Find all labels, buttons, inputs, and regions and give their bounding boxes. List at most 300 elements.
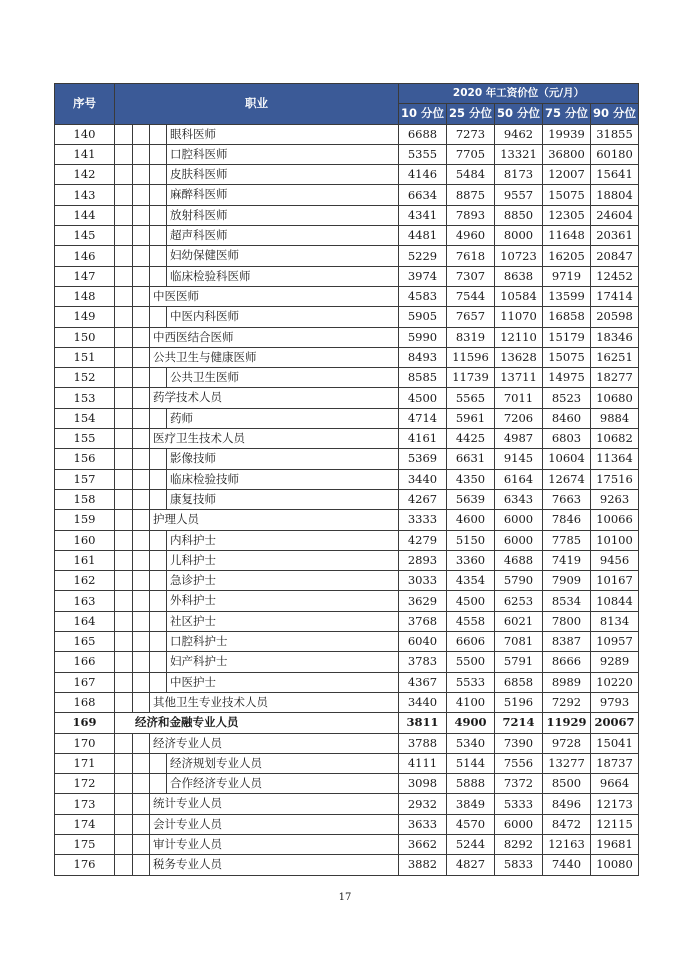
- occupation-cell: [115, 124, 399, 144]
- table-row: [55, 286, 639, 306]
- wage-p50: 4987: [495, 429, 543, 449]
- wage-p75: 11648: [543, 226, 591, 246]
- indent-rule: [132, 510, 133, 529]
- wage-p25: 4600: [447, 510, 495, 530]
- wage-p50: 5791: [495, 652, 543, 672]
- row-number: 168: [55, 692, 115, 712]
- wage-p10: 4583: [399, 286, 447, 306]
- wage-p90: 10957: [591, 632, 639, 652]
- wage-p90: 9664: [591, 774, 639, 794]
- row-number: 173: [55, 794, 115, 814]
- wage-p25: 5150: [447, 530, 495, 550]
- indent-rule: [132, 632, 133, 651]
- row-number: 166: [55, 652, 115, 672]
- wage-p25: 4354: [447, 571, 495, 591]
- occupation-cell: [115, 713, 399, 733]
- wage-p90: 15041: [591, 733, 639, 753]
- wage-p75: 7663: [543, 489, 591, 509]
- indent-rule: [132, 591, 133, 610]
- indent-rule: [149, 206, 150, 225]
- table-row: [55, 307, 639, 327]
- occupation-cell: [115, 611, 399, 631]
- wage-p50: 5333: [495, 794, 543, 814]
- indent-rule: [132, 673, 133, 692]
- indent-rule: [132, 328, 133, 347]
- wage-p10: 4146: [399, 165, 447, 185]
- wage-p90: 18804: [591, 185, 639, 205]
- table-row: [55, 449, 639, 469]
- indent-rule: [149, 754, 150, 773]
- indent-rule: [166, 165, 167, 184]
- wage-p50: 6343: [495, 489, 543, 509]
- occupation-cell: [115, 185, 399, 205]
- wage-p90: 12173: [591, 794, 639, 814]
- wage-p25: 7544: [447, 286, 495, 306]
- wage-p10: 3629: [399, 591, 447, 611]
- indent-rule: [149, 551, 150, 570]
- wage-p90: 15641: [591, 165, 639, 185]
- wage-p75: 12163: [543, 834, 591, 854]
- wage-p25: 11596: [447, 347, 495, 367]
- row-number: 155: [55, 429, 115, 449]
- occupation-cell: [115, 408, 399, 428]
- table-body: [55, 124, 639, 875]
- occupation-cell: [115, 144, 399, 164]
- table-row: [55, 834, 639, 854]
- indent-rule: [166, 612, 167, 631]
- occupation-name: 临床检验科医师: [170, 268, 251, 283]
- indent-rule: [132, 307, 133, 326]
- wage-p50: 12110: [495, 327, 543, 347]
- indent-rule: [132, 571, 133, 590]
- wage-p25: 4960: [447, 226, 495, 246]
- row-number: 140: [55, 124, 115, 144]
- wage-p50: 6021: [495, 611, 543, 631]
- wage-p25: 7705: [447, 144, 495, 164]
- row-number: 151: [55, 347, 115, 367]
- header-p10: 10 分位: [399, 104, 447, 124]
- indent-rule: [149, 591, 150, 610]
- indent-rule: [166, 490, 167, 509]
- indent-rule: [166, 470, 167, 489]
- table-row: [55, 510, 639, 530]
- table-row: [55, 855, 639, 875]
- occupation-name: 医疗卫生技术人员: [153, 431, 245, 446]
- wage-p90: 11364: [591, 449, 639, 469]
- indent-rule: [166, 673, 167, 692]
- wage-p75: 12305: [543, 205, 591, 225]
- indent-rule: [149, 510, 150, 529]
- wage-p75: 8460: [543, 408, 591, 428]
- wage-p75: 15179: [543, 327, 591, 347]
- wage-p10: 8585: [399, 368, 447, 388]
- wage-p50: 13711: [495, 368, 543, 388]
- row-number: 154: [55, 408, 115, 428]
- occupation-name: 中西医结合医师: [153, 329, 234, 344]
- indent-rule: [149, 267, 150, 286]
- wage-p90: 12452: [591, 266, 639, 286]
- row-number: 143: [55, 185, 115, 205]
- indent-rule: [149, 571, 150, 590]
- wage-p75: 8500: [543, 774, 591, 794]
- wage-p75: 10604: [543, 449, 591, 469]
- indent-rule: [149, 368, 150, 387]
- occupation-name: 临床检验技师: [170, 471, 239, 486]
- wage-p75: 8666: [543, 652, 591, 672]
- indent-rule: [132, 246, 133, 265]
- indent-rule: [149, 449, 150, 468]
- wage-p10: 3440: [399, 469, 447, 489]
- wage-p50: 8173: [495, 165, 543, 185]
- wage-p25: 11739: [447, 368, 495, 388]
- indent-rule: [132, 348, 133, 367]
- indent-rule: [166, 246, 167, 265]
- indent-rule: [149, 328, 150, 347]
- table-row: [55, 530, 639, 550]
- row-number: 142: [55, 165, 115, 185]
- occupation-cell: [115, 794, 399, 814]
- wage-p50: 7390: [495, 733, 543, 753]
- wage-p10: 4279: [399, 530, 447, 550]
- indent-rule: [149, 429, 150, 448]
- occupation-name: 中医医师: [153, 288, 199, 303]
- occupation-cell: [115, 449, 399, 469]
- wage-p75: 7785: [543, 530, 591, 550]
- wage-p75: 7292: [543, 692, 591, 712]
- indent-rule: [132, 267, 133, 286]
- wage-p90: 20847: [591, 246, 639, 266]
- indent-rule: [166, 591, 167, 610]
- wage-p25: 5484: [447, 165, 495, 185]
- wage-p10: 4500: [399, 388, 447, 408]
- wage-p10: 5905: [399, 307, 447, 327]
- wage-p90: 10066: [591, 510, 639, 530]
- wage-p50: 13321: [495, 144, 543, 164]
- occupation-cell: [115, 753, 399, 773]
- indent-rule: [132, 855, 133, 874]
- wage-p10: 5355: [399, 144, 447, 164]
- wage-p75: 7800: [543, 611, 591, 631]
- wage-p10: 3098: [399, 774, 447, 794]
- indent-rule: [149, 835, 150, 854]
- wage-p75: 12674: [543, 469, 591, 489]
- wage-p90: 9289: [591, 652, 639, 672]
- wage-p25: 4350: [447, 469, 495, 489]
- indent-rule: [149, 409, 150, 428]
- occupation-name: 超声科医师: [170, 228, 228, 243]
- row-number: 150: [55, 327, 115, 347]
- wage-p75: 6803: [543, 429, 591, 449]
- header-p50: 50 分位: [495, 104, 543, 124]
- indent-rule: [149, 307, 150, 326]
- occupation-name: 外科护士: [170, 593, 216, 608]
- occupation-cell: [115, 489, 399, 509]
- wage-p75: 19939: [543, 124, 591, 144]
- wage-p25: 5500: [447, 652, 495, 672]
- wage-p90: 18737: [591, 753, 639, 773]
- wage-p50: 10723: [495, 246, 543, 266]
- table-row: [55, 347, 639, 367]
- occupation-cell: [115, 733, 399, 753]
- wage-p90: 10844: [591, 591, 639, 611]
- table-row: [55, 266, 639, 286]
- table-row: [55, 652, 639, 672]
- occupation-name: 药学技术人员: [153, 390, 222, 405]
- indent-rule: [132, 388, 133, 407]
- wage-p10: 4481: [399, 226, 447, 246]
- occupation-cell: [115, 834, 399, 854]
- row-number: 146: [55, 246, 115, 266]
- wage-p75: 13277: [543, 753, 591, 773]
- wage-p90: 10682: [591, 429, 639, 449]
- occupation-name: 药师: [170, 410, 193, 425]
- indent-rule: [166, 409, 167, 428]
- indent-rule: [166, 632, 167, 651]
- wage-p10: 2932: [399, 794, 447, 814]
- wage-p10: 3440: [399, 692, 447, 712]
- row-number: 164: [55, 611, 115, 631]
- occupation-name: 统计专业人员: [153, 796, 222, 811]
- wage-p10: 2893: [399, 550, 447, 570]
- wage-p50: 8292: [495, 834, 543, 854]
- occupation-cell: [115, 165, 399, 185]
- occupation-cell: [115, 347, 399, 367]
- occupation-name: 会计专业人员: [153, 816, 222, 831]
- wage-p50: 11070: [495, 307, 543, 327]
- table-row: [55, 226, 639, 246]
- wage-p75: 7440: [543, 855, 591, 875]
- indent-rule: [132, 490, 133, 509]
- wage-p90: 9793: [591, 692, 639, 712]
- wage-p75: 8496: [543, 794, 591, 814]
- wage-p90: 10220: [591, 672, 639, 692]
- occupation-cell: [115, 286, 399, 306]
- wage-p90: 17516: [591, 469, 639, 489]
- indent-rule: [132, 185, 133, 204]
- table-row: [55, 611, 639, 631]
- wage-p90: 16251: [591, 347, 639, 367]
- indent-rule: [132, 531, 133, 550]
- wage-p50: 7372: [495, 774, 543, 794]
- indent-rule: [149, 794, 150, 813]
- wage-p75: 7909: [543, 571, 591, 591]
- wage-p10: 4341: [399, 205, 447, 225]
- wage-p50: 7556: [495, 753, 543, 773]
- indent-rule: [166, 652, 167, 671]
- wage-p50: 6000: [495, 510, 543, 530]
- row-number: 169: [55, 713, 115, 733]
- row-number: 160: [55, 530, 115, 550]
- wage-p75: 9728: [543, 733, 591, 753]
- table-row: [55, 185, 639, 205]
- wage-p90: 9263: [591, 489, 639, 509]
- wage-p90: 20598: [591, 307, 639, 327]
- occupation-cell: [115, 632, 399, 652]
- occupation-cell: [115, 429, 399, 449]
- wage-p10: 3768: [399, 611, 447, 631]
- occupation-name: 经济和金融专业人员: [135, 715, 239, 730]
- occupation-name: 公共卫生与健康医师: [153, 349, 257, 364]
- wage-p90: 8134: [591, 611, 639, 631]
- table-row: [55, 550, 639, 570]
- row-number: 175: [55, 834, 115, 854]
- wage-p50: 6858: [495, 672, 543, 692]
- wage-p75: 9719: [543, 266, 591, 286]
- table-row: [55, 571, 639, 591]
- indent-rule: [149, 612, 150, 631]
- wage-p75: 7846: [543, 510, 591, 530]
- wage-p25: 6631: [447, 449, 495, 469]
- indent-rule: [149, 388, 150, 407]
- header-p75: 75 分位: [543, 104, 591, 124]
- row-number: 141: [55, 144, 115, 164]
- page-number: 17: [338, 892, 352, 903]
- indent-rule: [149, 246, 150, 265]
- indent-rule: [149, 470, 150, 489]
- occupation-cell: [115, 672, 399, 692]
- row-number: 172: [55, 774, 115, 794]
- wage-p75: 8387: [543, 632, 591, 652]
- wage-p10: 3333: [399, 510, 447, 530]
- wage-p10: 3662: [399, 834, 447, 854]
- wage-p25: 6606: [447, 632, 495, 652]
- occupation-cell: [115, 550, 399, 570]
- row-number: 156: [55, 449, 115, 469]
- wage-p10: 3788: [399, 733, 447, 753]
- table-row: [55, 692, 639, 712]
- wage-p25: 5244: [447, 834, 495, 854]
- occupation-name: 经济专业人员: [153, 735, 222, 750]
- wage-p50: 6000: [495, 530, 543, 550]
- wage-p90: 18346: [591, 327, 639, 347]
- wage-p10: 5229: [399, 246, 447, 266]
- occupation-cell: [115, 205, 399, 225]
- occupation-cell: [115, 774, 399, 794]
- occupation-name: 合作经济专业人员: [170, 776, 262, 791]
- indent-rule: [132, 652, 133, 671]
- wage-p90: 20067: [591, 713, 639, 733]
- occupation-cell: [115, 652, 399, 672]
- indent-rule: [166, 531, 167, 550]
- wage-p75: 16858: [543, 307, 591, 327]
- wage-p10: 5369: [399, 449, 447, 469]
- row-number: 148: [55, 286, 115, 306]
- table-row: [55, 408, 639, 428]
- wage-p50: 9557: [495, 185, 543, 205]
- wage-p50: 8850: [495, 205, 543, 225]
- occupation-cell: [115, 307, 399, 327]
- wage-p25: 5888: [447, 774, 495, 794]
- indent-rule: [166, 226, 167, 245]
- wage-p10: 8493: [399, 347, 447, 367]
- indent-rule: [166, 185, 167, 204]
- occupation-cell: [115, 855, 399, 875]
- wage-p25: 3360: [447, 550, 495, 570]
- table-row: [55, 591, 639, 611]
- indent-rule: [132, 145, 133, 164]
- wage-p25: 7657: [447, 307, 495, 327]
- wage-p50: 10584: [495, 286, 543, 306]
- wage-p50: 7206: [495, 408, 543, 428]
- indent-rule: [166, 368, 167, 387]
- indent-rule: [149, 226, 150, 245]
- indent-rule: [149, 125, 150, 144]
- row-number: 158: [55, 489, 115, 509]
- wage-p50: 9145: [495, 449, 543, 469]
- row-number: 176: [55, 855, 115, 875]
- wage-p10: 4267: [399, 489, 447, 509]
- wage-p10: 5990: [399, 327, 447, 347]
- table-row: [55, 814, 639, 834]
- wage-p75: 8472: [543, 814, 591, 834]
- indent-rule: [149, 531, 150, 550]
- wage-p25: 7893: [447, 205, 495, 225]
- wage-p90: 20361: [591, 226, 639, 246]
- header-p25: 25 分位: [447, 104, 495, 124]
- wage-p25: 4425: [447, 429, 495, 449]
- wage-p90: 10167: [591, 571, 639, 591]
- occupation-cell: [115, 591, 399, 611]
- wage-p25: 3849: [447, 794, 495, 814]
- occupation-cell: [115, 530, 399, 550]
- indent-rule: [132, 774, 133, 793]
- indent-rule: [166, 206, 167, 225]
- indent-rule: [132, 754, 133, 773]
- occupation-name: 妇产科护士: [170, 654, 228, 669]
- wage-p75: 8523: [543, 388, 591, 408]
- wage-p50: 4688: [495, 550, 543, 570]
- wage-p90: 31855: [591, 124, 639, 144]
- wage-p25: 7618: [447, 246, 495, 266]
- indent-rule: [149, 815, 150, 834]
- table-row: [55, 489, 639, 509]
- table-row: [55, 429, 639, 449]
- table-row: [55, 713, 639, 733]
- wage-p90: 17414: [591, 286, 639, 306]
- wage-p90: 19681: [591, 834, 639, 854]
- row-number: 147: [55, 266, 115, 286]
- row-number: 167: [55, 672, 115, 692]
- indent-rule: [149, 693, 150, 712]
- indent-rule: [132, 449, 133, 468]
- wage-p25: 5565: [447, 388, 495, 408]
- row-number: 165: [55, 632, 115, 652]
- indent-rule: [149, 185, 150, 204]
- wage-p25: 5533: [447, 672, 495, 692]
- wage-p50: 6164: [495, 469, 543, 489]
- wage-p10: 6688: [399, 124, 447, 144]
- indent-rule: [149, 165, 150, 184]
- wage-p10: 3633: [399, 814, 447, 834]
- row-number: 161: [55, 550, 115, 570]
- wage-p10: 4161: [399, 429, 447, 449]
- wage-p25: 8319: [447, 327, 495, 347]
- wage-p10: 3882: [399, 855, 447, 875]
- occupation-name: 麻醉科医师: [170, 187, 228, 202]
- occupation-cell: [115, 327, 399, 347]
- wage-p25: 4900: [447, 713, 495, 733]
- indent-rule: [132, 693, 133, 712]
- wage-p25: 7273: [447, 124, 495, 144]
- wage-p50: 6253: [495, 591, 543, 611]
- occupation-name: 眼科医师: [170, 126, 216, 141]
- wage-p25: 5340: [447, 733, 495, 753]
- wage-p50: 7011: [495, 388, 543, 408]
- row-number: 162: [55, 571, 115, 591]
- wage-p50: 13628: [495, 347, 543, 367]
- wage-p10: 4111: [399, 753, 447, 773]
- indent-rule: [132, 429, 133, 448]
